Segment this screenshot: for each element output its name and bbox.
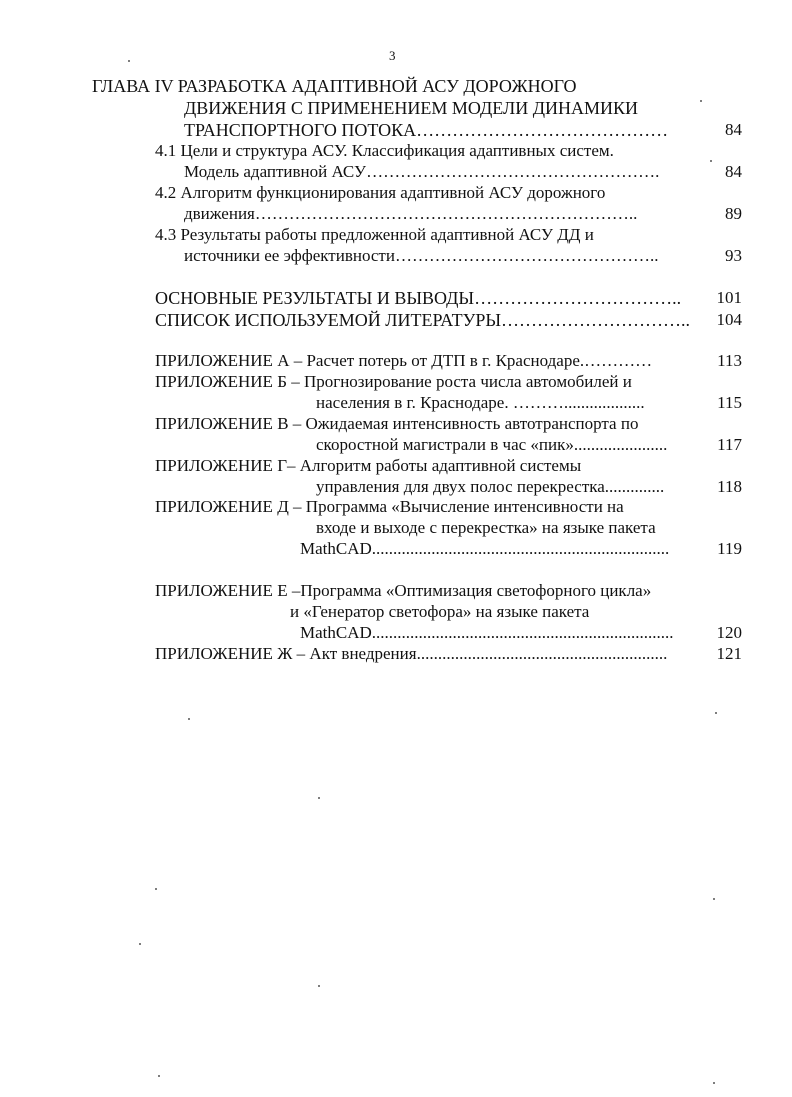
- scan-speck: [139, 943, 141, 945]
- appendix-a-page: 113: [717, 351, 742, 370]
- scan-speck: [158, 1075, 160, 1077]
- scan-speck: [713, 898, 715, 900]
- section-4-1-line1: 4.1 Цели и структура АСУ. Классификация адаптивных систем.: [155, 141, 614, 160]
- scan-speck: [715, 712, 717, 714]
- appendix-v-page: 117: [717, 435, 742, 454]
- section-4-2-page: 89: [725, 204, 742, 223]
- chapter-title-line1: ГЛАВА IV РАЗРАБОТКА АДАПТИВНОЙ АСУ ДОРОЖНОГО: [92, 76, 577, 96]
- appendix-d-line2: входе и выходе с перекрестка» на языке пакета: [316, 518, 656, 537]
- section-4-3-line2: источники ее эффективности………………………………………..: [184, 246, 659, 265]
- section-4-2-line2: движения…………………………………………………………..: [184, 204, 638, 223]
- scan-speck: [318, 797, 320, 799]
- appendix-b-page: 115: [717, 393, 742, 412]
- appendix-d-line3: MathCAD......................................................................: [300, 539, 670, 558]
- literature-entry: СПИСОК ИСПОЛЬЗУЕМОЙ ЛИТЕРАТУРЫ…………………………..: [155, 310, 691, 330]
- appendix-a-line1: ПРИЛОЖЕНИЕ А – Расчет потерь от ДТП в г. Краснодаре.…………: [155, 351, 653, 370]
- appendix-e-page: 120: [716, 623, 742, 642]
- appendix-e-line1: ПРИЛОЖЕНИЕ Е –Программа «Оптимизация светофорного цикла»: [155, 581, 652, 600]
- scan-speck: [710, 160, 712, 162]
- section-4-3-page: 93: [725, 246, 742, 265]
- results-entry: ОСНОВНЫЕ РЕЗУЛЬТАТЫ И ВЫВОДЫ……………………………..: [155, 288, 682, 308]
- scan-speck: [318, 985, 320, 987]
- scan-speck: [128, 60, 130, 62]
- section-4-3-line1: 4.3 Результаты работы предложенной адаптивной АСУ ДД и: [155, 225, 594, 244]
- appendix-b-line1: ПРИЛОЖЕНИЕ Б – Прогнозирование роста числа автомобилей и: [155, 372, 632, 391]
- scan-speck: [713, 1082, 715, 1084]
- appendix-d-line1: ПРИЛОЖЕНИЕ Д – Программа «Вычисление интенсивности на: [155, 497, 624, 516]
- appendix-g-line1: ПРИЛОЖЕНИЕ Г– Алгоритм работы адаптивной системы: [155, 456, 582, 475]
- appendix-g-line2: управления для двух полос перекрестка..............: [316, 477, 665, 496]
- scan-speck: [155, 888, 157, 890]
- scan-speck: [700, 100, 702, 102]
- chapter-page: 84: [725, 120, 742, 139]
- appendix-zh-line1: ПРИЛОЖЕНИЕ Ж – Акт внедрения...........................................................: [155, 644, 668, 663]
- appendix-zh-page: 121: [716, 644, 742, 663]
- appendix-e-line3: MathCAD.......................................................................: [300, 623, 674, 642]
- appendix-v-line1: ПРИЛОЖЕНИЕ В – Ожидаемая интенсивность автотранспорта по: [155, 414, 639, 433]
- chapter-title-line2: ДВИЖЕНИЯ С ПРИМЕНЕНИЕМ МОДЕЛИ ДИНАМИКИ: [184, 98, 639, 118]
- section-4-2-line1: 4.2 Алгоритм функционирования адаптивной АСУ дорожного: [155, 183, 606, 202]
- literature-page: 104: [716, 310, 742, 329]
- results-page: 101: [716, 288, 742, 307]
- appendix-e-line2: и «Генератор светофора» на языке пакета: [290, 602, 590, 621]
- page-number: 3: [389, 48, 396, 63]
- section-4-1-line2: Модель адаптивной АСУ…………………………………………….: [184, 162, 660, 181]
- appendix-d-page: 119: [717, 539, 742, 558]
- scan-speck: [188, 718, 190, 720]
- appendix-v-line2: скоростной магистрали в час «пик»......................: [316, 435, 668, 454]
- appendix-b-line2: населения в г. Краснодаре. ………...................: [316, 393, 645, 412]
- chapter-title-line3: ТРАНСПОРТНОГО ПОТОКА……………………………………: [184, 120, 669, 140]
- section-4-1-page: 84: [725, 162, 742, 181]
- appendix-g-page: 118: [717, 477, 742, 496]
